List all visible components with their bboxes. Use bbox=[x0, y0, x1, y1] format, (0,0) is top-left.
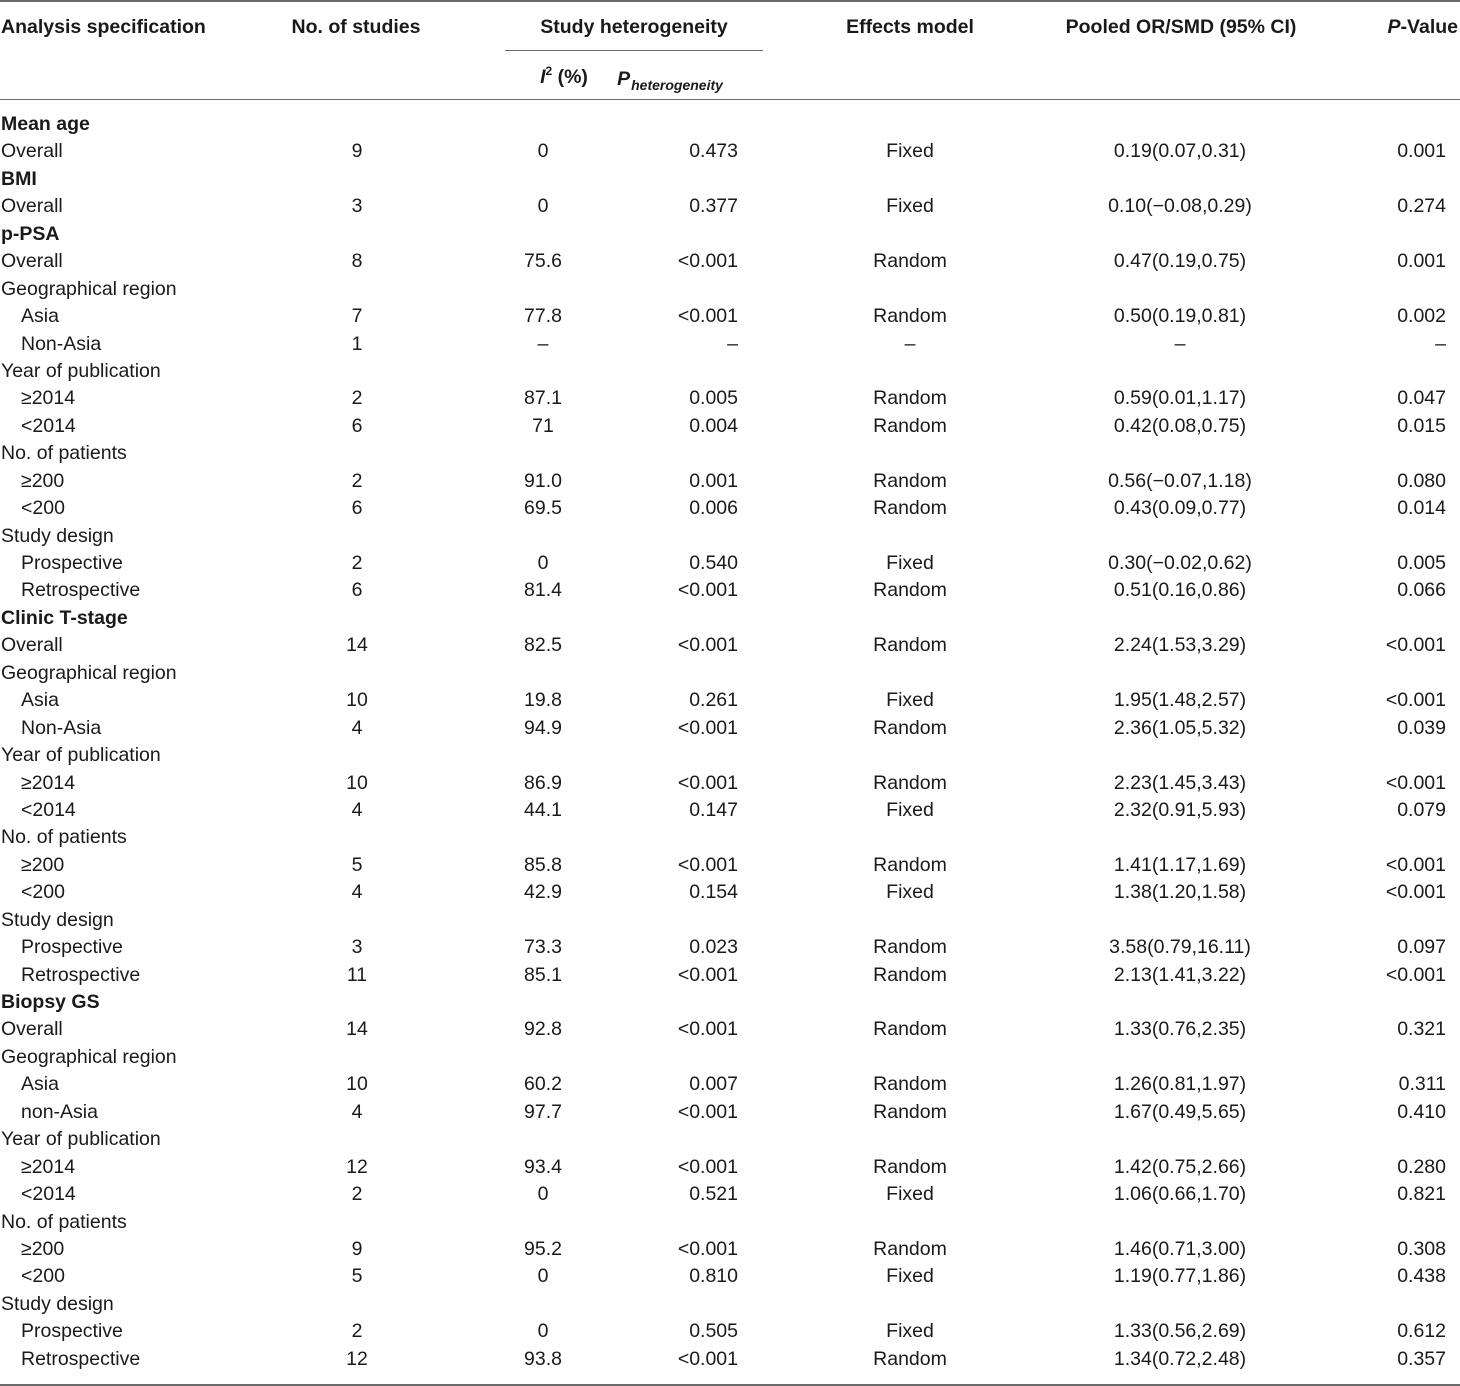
cell-i2: 42.9 bbox=[524, 881, 562, 904]
cell-i2: 0 bbox=[537, 140, 549, 163]
table-row bbox=[0, 632, 1460, 659]
cell-pooled-estimate: 1.67(0.49,5.65) bbox=[1113, 1100, 1247, 1123]
cell-i2: 0 bbox=[537, 1183, 549, 1206]
cell-pooled-estimate: 0.43(0.09,0.77) bbox=[1113, 497, 1247, 520]
subgroup-row bbox=[0, 907, 1460, 934]
row-label: Retrospective bbox=[21, 1347, 141, 1370]
cell-pooled-estimate: 1.26(0.81,1.97) bbox=[1113, 1073, 1247, 1096]
row-label: Retrospective bbox=[21, 579, 141, 602]
cell-effects-model: Random bbox=[873, 250, 947, 273]
cell-effects-model: Random bbox=[873, 771, 947, 794]
cell-i2: 69.5 bbox=[524, 497, 562, 520]
cell-studies: 6 bbox=[351, 497, 363, 520]
cell-p-value: 0.357 bbox=[1397, 1347, 1446, 1370]
cell-p-value: 0.311 bbox=[1398, 1073, 1446, 1096]
cell-pooled-estimate: 0.10(−0.08,0.29) bbox=[1108, 195, 1252, 218]
cell-studies: 5 bbox=[351, 1265, 363, 1288]
cell-p-heterogeneity: 0.377 bbox=[689, 195, 738, 218]
section-row bbox=[0, 605, 1460, 632]
cell-pooled-estimate: 2.32(0.91,5.93) bbox=[1113, 798, 1247, 821]
table-row bbox=[0, 248, 1460, 275]
cell-pooled-estimate: 0.56(−0.07,1.18) bbox=[1108, 469, 1252, 492]
section-row bbox=[0, 221, 1460, 248]
cell-p-heterogeneity: 0.505 bbox=[689, 1320, 738, 1343]
cell-effects-model: Random bbox=[873, 497, 947, 520]
table-row bbox=[0, 1016, 1460, 1043]
row-label: Mean age bbox=[1, 113, 90, 135]
row-label: ≥2014 bbox=[21, 771, 76, 794]
cell-i2: 73.3 bbox=[524, 936, 562, 959]
cell-p-heterogeneity: <0.001 bbox=[677, 771, 738, 794]
cell-p-value: 0.274 bbox=[1397, 195, 1446, 218]
cell-studies: 4 bbox=[351, 1100, 363, 1123]
cell-p-value: 0.015 bbox=[1397, 414, 1446, 437]
cell-pooled-estimate: 0.59(0.01,1.17) bbox=[1113, 387, 1247, 410]
row-label: Prospective bbox=[21, 936, 123, 959]
row-label: Study design bbox=[1, 1292, 114, 1315]
cell-i2: 81.4 bbox=[524, 579, 562, 602]
cell-p-value: 0.097 bbox=[1397, 936, 1446, 959]
cell-p-value: 0.080 bbox=[1397, 469, 1446, 492]
cell-effects-model: Fixed bbox=[886, 689, 934, 712]
header-p-value-rest: -Value bbox=[1400, 16, 1458, 38]
row-label: <2014 bbox=[21, 798, 76, 821]
cell-p-heterogeneity: <0.001 bbox=[677, 305, 738, 328]
cell-studies: 10 bbox=[346, 771, 368, 794]
table-row bbox=[0, 331, 1460, 358]
cell-i2: 95.2 bbox=[524, 1237, 562, 1260]
table-row bbox=[0, 1263, 1460, 1290]
row-label: Prospective bbox=[21, 1320, 123, 1343]
subgroup-row bbox=[0, 1044, 1460, 1071]
subgroup-row bbox=[0, 1126, 1460, 1153]
cell-i2: 87.1 bbox=[524, 387, 562, 410]
subgroup-row bbox=[0, 1291, 1460, 1318]
cell-effects-model: Random bbox=[873, 387, 947, 410]
row-label: BMI bbox=[1, 167, 37, 190]
cell-studies: 4 bbox=[351, 881, 363, 904]
cell-p-value: 0.001 bbox=[1397, 250, 1446, 273]
cell-p-value: 0.612 bbox=[1397, 1320, 1446, 1343]
cell-i2: 77.8 bbox=[524, 305, 562, 328]
cell-p-value: – bbox=[1435, 332, 1446, 355]
row-label: Overall bbox=[1, 195, 63, 218]
table-row bbox=[0, 770, 1460, 797]
cell-studies: 10 bbox=[346, 689, 368, 712]
cell-effects-model: Fixed bbox=[886, 1265, 934, 1288]
table-row bbox=[0, 495, 1460, 522]
cell-i2: 85.1 bbox=[524, 963, 562, 986]
row-label: p-PSA bbox=[1, 222, 60, 245]
cell-i2: 85.8 bbox=[524, 853, 562, 876]
cell-effects-model: Random bbox=[873, 853, 947, 876]
subgroup-row bbox=[0, 276, 1460, 303]
header-p-value bbox=[1388, 15, 1458, 39]
cell-effects-model: Random bbox=[873, 1237, 947, 1260]
cell-studies: 12 bbox=[346, 1155, 368, 1178]
cell-studies: 4 bbox=[351, 798, 363, 821]
header-ph-letter: P bbox=[617, 68, 631, 90]
table-row bbox=[0, 1318, 1460, 1345]
cell-p-value: <0.001 bbox=[1385, 963, 1446, 986]
table-row bbox=[0, 1346, 1460, 1373]
row-label: Geographical region bbox=[1, 661, 177, 684]
cell-p-value: 0.308 bbox=[1397, 1237, 1446, 1260]
cell-effects-model: Fixed bbox=[886, 1320, 934, 1343]
section-row bbox=[0, 166, 1460, 193]
cell-p-value: 0.039 bbox=[1397, 716, 1446, 739]
cell-i2: 0 bbox=[537, 195, 549, 218]
cell-studies: 4 bbox=[351, 716, 363, 739]
subgroup-row bbox=[0, 824, 1460, 851]
cell-p-value: <0.001 bbox=[1385, 881, 1446, 904]
cell-p-heterogeneity: 0.006 bbox=[689, 497, 738, 520]
cell-pooled-estimate: – bbox=[1174, 332, 1186, 355]
cell-pooled-estimate: 0.42(0.08,0.75) bbox=[1113, 414, 1247, 437]
cell-pooled-estimate: 1.46(0.71,3.00) bbox=[1113, 1237, 1247, 1260]
cell-pooled-estimate: 2.23(1.45,3.43) bbox=[1113, 771, 1247, 794]
header-pooled-estimate: Pooled OR/SMD (95% CI) bbox=[1065, 16, 1297, 38]
row-label: Clinic T-stage bbox=[1, 606, 128, 629]
table-row bbox=[0, 468, 1460, 495]
cell-p-value: 0.438 bbox=[1397, 1265, 1446, 1288]
cell-p-heterogeneity: 0.810 bbox=[689, 1265, 738, 1288]
cell-p-heterogeneity: <0.001 bbox=[677, 1155, 738, 1178]
cell-effects-model: Fixed bbox=[886, 195, 934, 218]
cell-effects-model: Fixed bbox=[886, 1183, 934, 1206]
cell-studies: 11 bbox=[346, 963, 368, 986]
cell-p-heterogeneity: 0.147 bbox=[689, 798, 738, 821]
header-i-sup: 2 bbox=[545, 64, 553, 78]
row-label: Overall bbox=[1, 250, 63, 273]
row-label: Prospective bbox=[21, 552, 123, 574]
cell-p-heterogeneity: 0.154 bbox=[689, 881, 738, 904]
cell-p-value: <0.001 bbox=[1385, 689, 1446, 712]
cell-p-heterogeneity: 0.540 bbox=[689, 552, 738, 574]
top-rule bbox=[0, 0, 1460, 2]
table-row bbox=[0, 138, 1460, 165]
cell-p-heterogeneity: 0.007 bbox=[689, 1073, 738, 1096]
cell-effects-model: Random bbox=[873, 936, 947, 959]
cell-p-heterogeneity: 0.261 bbox=[689, 689, 738, 712]
cell-p-heterogeneity: <0.001 bbox=[677, 963, 738, 986]
table-row bbox=[0, 715, 1460, 742]
cell-p-heterogeneity: <0.001 bbox=[677, 250, 738, 273]
table-row bbox=[0, 193, 1460, 220]
table-row bbox=[0, 303, 1460, 330]
cell-p-value: 0.001 bbox=[1397, 140, 1446, 163]
cell-effects-model: Random bbox=[873, 963, 947, 986]
row-label: Geographical region bbox=[1, 1045, 177, 1068]
row-label: Retrospective bbox=[21, 963, 141, 986]
cell-i2: 82.5 bbox=[524, 634, 562, 657]
cell-pooled-estimate: 1.33(0.76,2.35) bbox=[1113, 1018, 1247, 1041]
table-row bbox=[0, 797, 1460, 824]
cell-studies: 5 bbox=[351, 853, 363, 876]
cell-p-value: <0.001 bbox=[1385, 853, 1446, 876]
cell-pooled-estimate: 2.36(1.05,5.32) bbox=[1113, 716, 1247, 739]
row-label: <200 bbox=[21, 1265, 65, 1288]
cell-p-heterogeneity: <0.001 bbox=[677, 853, 738, 876]
cell-effects-model: Fixed bbox=[886, 798, 934, 821]
header-p-heterogeneity bbox=[617, 67, 723, 92]
header-i-squared bbox=[540, 65, 588, 91]
cell-i2: 0 bbox=[537, 552, 549, 574]
cell-p-heterogeneity: <0.001 bbox=[677, 1237, 738, 1260]
header-analysis-specification: Analysis specification bbox=[1, 16, 206, 38]
table-row bbox=[0, 385, 1460, 412]
cell-p-value: <0.001 bbox=[1385, 634, 1446, 657]
row-label: Overall bbox=[1, 140, 63, 163]
table-row bbox=[0, 1181, 1460, 1208]
row-label: ≥2014 bbox=[21, 1155, 76, 1178]
cell-p-heterogeneity: <0.001 bbox=[677, 579, 738, 602]
cell-p-value: 0.014 bbox=[1397, 497, 1446, 520]
cell-p-heterogeneity: <0.001 bbox=[677, 1347, 738, 1370]
cell-p-value: <0.001 bbox=[1385, 771, 1446, 794]
cell-i2: 44.1 bbox=[524, 798, 562, 821]
row-label: Study design bbox=[1, 524, 114, 547]
row-label: ≥2014 bbox=[21, 387, 76, 410]
row-label: Year of publication bbox=[1, 744, 161, 767]
cell-pooled-estimate: 1.38(1.20,1.58) bbox=[1113, 881, 1247, 904]
cell-pooled-estimate: 1.19(0.77,1.86) bbox=[1113, 1265, 1247, 1288]
subgroup-row bbox=[0, 440, 1460, 467]
row-label: ≥200 bbox=[21, 1237, 65, 1260]
cell-effects-model: Fixed bbox=[886, 881, 934, 904]
cell-studies: 3 bbox=[351, 936, 363, 959]
cell-p-heterogeneity: 0.521 bbox=[689, 1183, 738, 1206]
row-label: No. of patients bbox=[1, 826, 127, 849]
table-row bbox=[0, 1236, 1460, 1263]
header-effects-model: Effects model bbox=[846, 16, 974, 38]
cell-pooled-estimate: 0.51(0.16,0.86) bbox=[1113, 579, 1247, 602]
row-label: Asia bbox=[21, 305, 59, 328]
cell-p-value: 0.821 bbox=[1397, 1183, 1446, 1206]
cell-effects-model: – bbox=[904, 332, 916, 355]
header-rule bbox=[0, 99, 1460, 100]
cell-p-heterogeneity: 0.005 bbox=[689, 387, 738, 410]
cell-i2: 97.7 bbox=[524, 1100, 562, 1123]
cell-i2: 94.9 bbox=[524, 716, 562, 739]
cell-pooled-estimate: 1.95(1.48,2.57) bbox=[1113, 689, 1247, 712]
cell-p-heterogeneity: 0.001 bbox=[689, 469, 738, 492]
cell-effects-model: Fixed bbox=[886, 552, 934, 574]
cell-studies: 7 bbox=[351, 305, 363, 328]
row-label: Study design bbox=[1, 908, 114, 931]
row-label: ≥200 bbox=[21, 853, 65, 876]
header-study-heterogeneity: Study heterogeneity bbox=[540, 16, 728, 38]
table-row bbox=[0, 413, 1460, 440]
cell-effects-model: Fixed bbox=[886, 140, 934, 163]
cell-pooled-estimate: 0.47(0.19,0.75) bbox=[1113, 250, 1247, 273]
table-row bbox=[0, 1099, 1460, 1126]
row-label: Non-Asia bbox=[21, 716, 102, 739]
row-label: <2014 bbox=[21, 414, 76, 437]
cell-studies: 1 bbox=[351, 332, 363, 355]
cell-studies: 9 bbox=[351, 140, 363, 163]
cell-p-value: 0.047 bbox=[1397, 387, 1446, 410]
table-row bbox=[0, 934, 1460, 961]
cell-p-heterogeneity: <0.001 bbox=[677, 1100, 738, 1123]
cell-effects-model: Random bbox=[873, 1155, 947, 1178]
cell-effects-model: Random bbox=[873, 469, 947, 492]
cell-studies: 6 bbox=[351, 414, 363, 437]
cell-pooled-estimate: 0.50(0.19,0.81) bbox=[1113, 305, 1247, 328]
cell-p-value: 0.002 bbox=[1397, 305, 1446, 328]
row-label: Non-Asia bbox=[21, 332, 102, 355]
cell-i2: – bbox=[537, 332, 549, 355]
cell-effects-model: Random bbox=[873, 1073, 947, 1096]
subgroup-row bbox=[0, 1209, 1460, 1236]
table-row bbox=[0, 852, 1460, 879]
cell-studies: 2 bbox=[351, 1183, 363, 1206]
row-label: non-Asia bbox=[21, 1100, 98, 1123]
cell-studies: 8 bbox=[351, 250, 363, 273]
cell-studies: 12 bbox=[346, 1347, 368, 1370]
cell-pooled-estimate: 0.30(−0.02,0.62) bbox=[1108, 552, 1252, 574]
cell-effects-model: Random bbox=[873, 1347, 947, 1370]
cell-p-heterogeneity: 0.004 bbox=[689, 414, 738, 437]
cell-studies: 2 bbox=[351, 469, 363, 492]
cell-i2: 0 bbox=[537, 1265, 549, 1288]
row-label: Asia bbox=[21, 689, 59, 712]
subgroup-row bbox=[0, 660, 1460, 687]
cell-p-value: 0.410 bbox=[1397, 1100, 1446, 1123]
section-row bbox=[0, 111, 1460, 138]
cell-effects-model: Random bbox=[873, 305, 947, 328]
table-row bbox=[0, 1071, 1460, 1098]
cell-studies: 10 bbox=[346, 1073, 368, 1096]
row-label: <200 bbox=[21, 881, 65, 904]
row-label: Biopsy GS bbox=[1, 991, 100, 1013]
cell-p-heterogeneity: – bbox=[727, 332, 738, 355]
cell-effects-model: Random bbox=[873, 634, 947, 657]
section-row bbox=[0, 989, 1460, 1016]
cell-p-value: 0.066 bbox=[1397, 579, 1446, 602]
subgroup-row bbox=[0, 742, 1460, 769]
row-label: Asia bbox=[21, 1073, 59, 1096]
table-row bbox=[0, 1154, 1460, 1181]
row-label: Overall bbox=[1, 1018, 63, 1041]
cell-studies: 14 bbox=[346, 1018, 368, 1041]
cell-studies: 6 bbox=[351, 579, 363, 602]
cell-pooled-estimate: 1.06(0.66,1.70) bbox=[1113, 1183, 1247, 1206]
cell-effects-model: Random bbox=[873, 414, 947, 437]
table-row bbox=[0, 687, 1460, 714]
header-i-letter: I bbox=[540, 66, 546, 88]
cell-i2: 93.8 bbox=[524, 1347, 562, 1370]
row-label: <2014 bbox=[21, 1183, 76, 1206]
cell-studies: 2 bbox=[351, 387, 363, 410]
cell-p-value: 0.005 bbox=[1397, 552, 1446, 574]
cell-studies: 3 bbox=[351, 195, 363, 218]
cell-studies: 2 bbox=[351, 1320, 363, 1343]
row-label: Geographical region bbox=[1, 277, 177, 300]
cell-pooled-estimate: 2.24(1.53,3.29) bbox=[1113, 634, 1247, 657]
cell-effects-model: Random bbox=[873, 1018, 947, 1041]
cell-p-heterogeneity: <0.001 bbox=[677, 1018, 738, 1041]
cell-pooled-estimate: 1.41(1.17,1.69) bbox=[1113, 853, 1247, 876]
cell-i2: 93.4 bbox=[524, 1155, 562, 1178]
cell-p-value: 0.079 bbox=[1397, 798, 1446, 821]
cell-i2: 71 bbox=[532, 414, 554, 437]
cell-p-heterogeneity: <0.001 bbox=[677, 716, 738, 739]
header-no-of-studies: No. of studies bbox=[291, 16, 421, 38]
cell-i2: 60.2 bbox=[524, 1073, 562, 1096]
cell-studies: 2 bbox=[351, 552, 363, 574]
cell-i2: 91.0 bbox=[524, 469, 562, 492]
cell-i2: 0 bbox=[537, 1320, 549, 1343]
header-i-rest: (%) bbox=[552, 66, 588, 88]
cell-effects-model: Random bbox=[873, 1100, 947, 1123]
cell-studies: 14 bbox=[346, 634, 368, 657]
cell-effects-model: Random bbox=[873, 716, 947, 739]
cell-i2: 92.8 bbox=[524, 1018, 562, 1041]
table-row bbox=[0, 962, 1460, 989]
table-row bbox=[0, 577, 1460, 604]
cell-pooled-estimate: 1.33(0.56,2.69) bbox=[1113, 1320, 1247, 1343]
header-ph-sub: heterogeneity bbox=[631, 77, 723, 93]
header-p-value-italic: P bbox=[1387, 16, 1401, 38]
cell-pooled-estimate: 3.58(0.79,16.11) bbox=[1109, 936, 1251, 959]
table-body bbox=[0, 111, 1460, 1373]
cell-p-value: 0.321 bbox=[1397, 1018, 1446, 1041]
cell-i2: 86.9 bbox=[524, 771, 562, 794]
cell-p-heterogeneity: 0.473 bbox=[689, 140, 738, 163]
cell-pooled-estimate: 1.42(0.75,2.66) bbox=[1113, 1155, 1247, 1178]
cell-pooled-estimate: 0.19(0.07,0.31) bbox=[1113, 140, 1247, 163]
row-label: ≥200 bbox=[21, 469, 65, 492]
subgroup-row bbox=[0, 523, 1460, 550]
row-label: No. of patients bbox=[1, 442, 127, 465]
table-row bbox=[0, 550, 1460, 577]
cell-p-heterogeneity: 0.023 bbox=[689, 936, 738, 959]
subgroup-row bbox=[0, 358, 1460, 385]
cell-i2: 75.6 bbox=[524, 250, 562, 273]
row-label: Overall bbox=[1, 634, 63, 657]
cell-effects-model: Random bbox=[873, 579, 947, 602]
cell-studies: 9 bbox=[351, 1237, 363, 1260]
heterogeneity-sub-rule bbox=[505, 50, 763, 51]
row-label: Year of publication bbox=[1, 1128, 161, 1151]
row-label: <200 bbox=[21, 497, 65, 520]
cell-pooled-estimate: 2.13(1.41,3.22) bbox=[1113, 963, 1247, 986]
cell-pooled-estimate: 1.34(0.72,2.48) bbox=[1113, 1347, 1247, 1370]
row-label: No. of patients bbox=[1, 1210, 127, 1233]
cell-i2: 19.8 bbox=[524, 689, 562, 712]
table-row bbox=[0, 879, 1460, 906]
cell-p-heterogeneity: <0.001 bbox=[677, 634, 738, 657]
cell-p-value: 0.280 bbox=[1397, 1155, 1446, 1178]
row-label: Year of publication bbox=[1, 359, 161, 382]
